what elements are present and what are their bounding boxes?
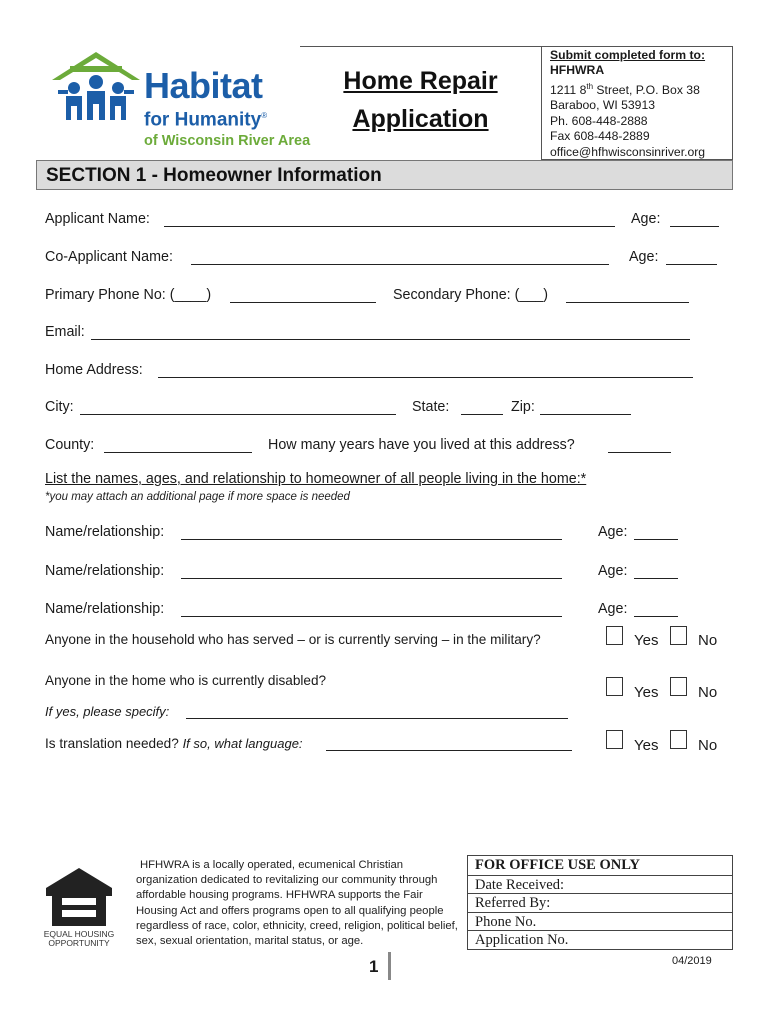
office-phone-no: Phone No. xyxy=(468,912,732,931)
office-referred-by: Referred By: xyxy=(468,893,732,912)
primary-phone-field[interactable] xyxy=(230,302,376,303)
disabled-specify-label: If yes, please specify: xyxy=(45,704,170,719)
contact-org: HFHWRA xyxy=(550,63,605,78)
military-yes-label: Yes xyxy=(634,632,659,649)
email-label: Email: xyxy=(45,324,85,340)
habitat-logo-text xyxy=(144,65,311,150)
household-member-2-age-field[interactable] xyxy=(634,578,678,579)
equal-housing-house-icon xyxy=(44,866,114,928)
household-member-3-age-label: Age: xyxy=(598,601,628,617)
contact-street: 1211 8th Street, P.O. Box 38 xyxy=(550,81,700,97)
translation-yes-label: Yes xyxy=(634,737,659,754)
page-number: 1 xyxy=(369,957,379,976)
household-note: *you may attach an additional page if more space is needed xyxy=(45,491,350,503)
disabled-no-label: No xyxy=(698,684,718,701)
registered-mark: ® xyxy=(261,111,268,120)
disabled-no-checkbox[interactable] xyxy=(670,677,687,696)
household-member-2-label: Name/relationship: xyxy=(45,563,165,579)
coapplicant-name-field[interactable] xyxy=(191,264,609,265)
household-member-1-age-label: Age: xyxy=(598,524,628,540)
household-member-1-field[interactable] xyxy=(181,539,562,540)
military-yes-checkbox[interactable] xyxy=(606,626,623,645)
military-no-checkbox[interactable] xyxy=(670,626,687,645)
household-member-3-field[interactable] xyxy=(181,616,562,617)
disabled-yes-label: Yes xyxy=(634,684,659,701)
page-number-bar xyxy=(388,952,391,980)
contact-email: office@hfhwisconsinriver.org xyxy=(550,144,706,159)
zip-label: Zip: xyxy=(511,399,535,415)
state-field[interactable] xyxy=(461,414,503,415)
household-member-2-field[interactable] xyxy=(181,578,562,579)
county-field[interactable] xyxy=(104,452,252,453)
office-use-box xyxy=(467,855,733,950)
applicant-name-label: Applicant Name: xyxy=(45,211,150,227)
page-title xyxy=(300,62,541,138)
title-line-2: Application xyxy=(352,105,489,133)
translation-no-checkbox[interactable] xyxy=(670,730,687,749)
title-line-1: Home Repair xyxy=(343,67,498,95)
office-application-no: Application No. xyxy=(468,930,732,949)
contact-heading: Submit completed form to: xyxy=(550,48,706,62)
years-at-address-label: How many years have you lived at this address? xyxy=(268,437,575,453)
mission-statement: HFHWRA is a locally operated, ecumenical Christian organization dedicated to revitalizing our community through affordable housing programs. HFHWRA supports the Fair Housing Act and offers programs open to all qualifying people regardless of race, color, ethnicity, creed, religion, political belief, sex, sexual orientation, marital status, or age. xyxy=(136,859,458,948)
household-member-3-age-field[interactable] xyxy=(634,616,678,617)
zip-field[interactable] xyxy=(540,414,631,415)
contact-fax: Fax 608-448-2889 xyxy=(550,129,650,144)
county-label: County: xyxy=(45,437,95,453)
household-heading: List the names, ages, and relationship to homeowner of all people living in the home:* xyxy=(45,471,587,487)
secondary-phone-label: Secondary Phone: (___) xyxy=(393,287,548,303)
revision-date: 04/2019 xyxy=(672,955,712,967)
home-address-field[interactable] xyxy=(158,377,693,378)
city-label: City: xyxy=(45,399,74,415)
translation-yes-checkbox[interactable] xyxy=(606,730,623,749)
military-question: Anyone in the household who has served – or is currently serving – in the military? xyxy=(45,632,541,647)
contact-box xyxy=(541,46,733,160)
disabled-question: Anyone in the home who is currently disabled? xyxy=(45,673,327,688)
translation-language-field[interactable] xyxy=(326,750,572,751)
translation-no-label: No xyxy=(698,737,718,754)
coapplicant-age-field[interactable] xyxy=(666,264,717,265)
years-at-address-field[interactable] xyxy=(608,452,671,453)
translation-question: Is translation needed? If so, what language: xyxy=(45,736,303,751)
military-no-label: No xyxy=(698,632,718,649)
section-1-heading: SECTION 1 - Homeowner Information xyxy=(36,160,733,190)
office-date-received: Date Received: xyxy=(468,875,732,894)
primary-phone-label: Primary Phone No: (____) xyxy=(45,287,212,303)
disabled-yes-checkbox[interactable] xyxy=(606,677,623,696)
applicant-age-field[interactable] xyxy=(670,226,719,227)
state-label: State: xyxy=(412,399,450,415)
household-member-1-age-field[interactable] xyxy=(634,539,678,540)
logo-name-area: of Wisconsin River Area xyxy=(144,133,311,150)
household-member-3-label: Name/relationship: xyxy=(45,601,165,617)
habitat-house-figures-icon xyxy=(48,50,144,122)
secondary-phone-field[interactable] xyxy=(566,302,689,303)
logo-name-habitat: Habitat xyxy=(144,65,263,106)
office-use-heading: FOR OFFICE USE ONLY xyxy=(475,857,641,873)
applicant-age-label: Age: xyxy=(631,211,661,227)
city-field[interactable] xyxy=(80,414,396,415)
equal-housing-caption: EQUAL HOUSING OPPORTUNITY xyxy=(43,929,115,948)
coapplicant-name-label: Co-Applicant Name: xyxy=(45,249,173,265)
disabled-specify-field[interactable] xyxy=(186,718,568,719)
logo-name-humanity: for Humanity® xyxy=(144,109,268,131)
contact-city: Baraboo, WI 53913 xyxy=(550,98,656,113)
home-address-label: Home Address: xyxy=(45,362,143,378)
email-field[interactable] xyxy=(91,339,690,340)
household-member-2-age-label: Age: xyxy=(598,563,628,579)
household-member-1-label: Name/relationship: xyxy=(45,524,165,540)
contact-phone: Ph. 608-448-2888 xyxy=(550,113,648,128)
applicant-name-field[interactable] xyxy=(164,226,615,227)
coapplicant-age-label: Age: xyxy=(629,249,659,265)
